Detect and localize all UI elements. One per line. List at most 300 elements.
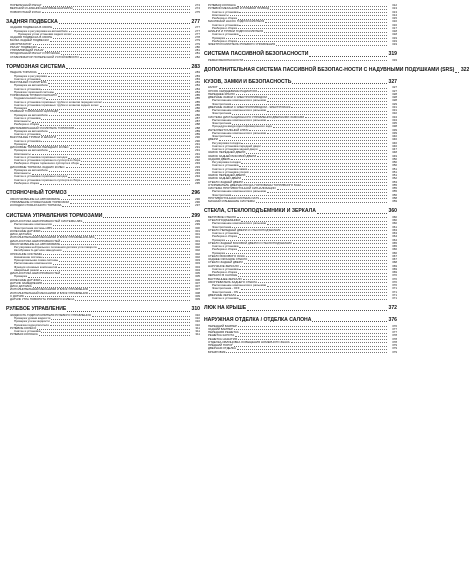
toc-entry-title: Компоненты [212,12,229,17]
toc-page-number: 286 [195,112,200,117]
toc-entry-title: Назначение системы [14,254,43,259]
toc-page-number: 293 [195,161,200,166]
dot-leader [248,260,387,261]
dot-leader [246,153,387,154]
dot-leader [247,310,387,311]
dot-leader [89,290,190,291]
toc-page-number: 329 [392,101,397,106]
toc-page-number: 291 [195,151,200,156]
dot-leader [262,146,387,147]
toc-page-number: 370 [392,283,397,288]
dot-leader [237,295,387,296]
toc-entry-title: Проверка [212,35,225,40]
toc-entry-title: ПОВОРОТНЫЙ КУЛАК [10,9,41,14]
dot-leader [239,269,387,270]
dot-leader [238,237,387,238]
toc-page-number: 299 [191,212,200,219]
toc-entry-title: Снятие и установка [14,132,41,137]
toc-entry-title: Расположение компонентов и разъемов [212,108,266,113]
toc-entry-title: ПРОДОЛЬНЫЙ РЫЧАГ И ПРУЖИНА [10,51,60,56]
dot-leader [49,115,190,116]
toc-entry-title: ЗАДНЕЕ ОКОННОЕ СТЕКЛО [208,257,248,262]
toc-page-number: 306 [195,277,200,282]
toc-page-number: 295 [195,177,200,182]
toc-entry-title: ВЕРХНИЙ И НИЖНИЙ ШАРОВЫЕ ШАРНИРЫ [10,6,73,11]
toc-entry-title: Снятие и установка [212,163,239,168]
dot-leader [38,73,190,74]
toc-page-number: 355 [392,182,397,187]
dot-leader [37,329,190,330]
dot-leader [43,283,190,284]
toc-right-column [204,3,469,566]
toc-page-number: 283 [195,76,200,81]
toc-page-number: 291 [195,145,200,150]
dot-leader [238,250,387,251]
toc-entry-title: Снятие и установка тормозного суппорта в сборе [14,158,81,163]
toc-page-number: 302 [195,248,200,253]
dot-leader [241,163,387,164]
toc-entry-title: Проверка [14,141,27,146]
dot-leader [241,289,387,290]
dot-leader [259,150,387,151]
toc-page-number: 367 [392,257,397,262]
toc-page-number: 334 [392,117,397,122]
toc-entry-title: Электросхема [212,101,232,106]
toc-entry-title: Проверка и регулировка на автомобиле [14,28,68,33]
dot-leader [234,346,387,347]
toc-entry-title: ДВЕРНЫЕ ЗЕРКАЛА [208,292,237,297]
dot-leader [305,117,387,118]
toc-entry-title: Снятие и установка [14,138,41,143]
dot-leader [243,279,387,280]
toc-page-number: 353 [392,179,397,184]
toc-entry-title: УПРАВЛЕНИЕ СТОЯНОЧНЫМ ТОРМОЗОМ [10,200,69,205]
toc-entry-title: Снятие и установка упоров [212,169,249,174]
toc-page-number: 315 [392,16,397,20]
toc-page-number: 301 [195,238,200,243]
toc-entry-title: ДВЕРНАЯ ОТДЕЛКА [208,346,236,351]
toc-page-number: 355 [392,189,397,194]
toc-entry-title: Проверка углов установки задних колес [18,31,72,36]
dot-leader [73,9,190,10]
toc-section-heading [6,191,200,197]
dot-leader [58,96,190,97]
dot-leader [242,179,387,180]
toc-entry-title: ЗАМОК ПЕРЕДНЕЙ ДВЕРИ [208,150,246,155]
dot-leader [312,321,387,322]
toc-entry-title: Компоненты [14,119,31,124]
toc-entry-title: КОЛЕСНЫЕ ДАТЧИКИ [10,277,41,282]
dot-leader [41,141,190,142]
toc-section-heading [204,80,397,86]
toc-entry-title: РЕШЕТКА КАПОТА [208,333,235,338]
toc-page-number: 304 [195,267,200,272]
dot-leader [69,31,190,32]
toc-page-number: 371 [392,289,397,294]
toc-page-number: 364 [392,234,397,239]
dot-leader [267,192,387,193]
toc-page-number: 305 [195,274,200,279]
toc-entry-title: ДИАГНОСТИКА НЕИСПРАВНОСТЕЙ [10,238,61,243]
toc-page-number: 292 [195,154,200,159]
toc-page-number: 296 [195,200,200,205]
toc-page-number: 360 [388,208,397,215]
toc-entry-title: Снятие и установка [14,115,41,120]
toc-page-number: 309 [195,293,200,298]
toc-entry-title: Компоненты [14,151,31,156]
toc-entry-title: Расположение компонентов и разъемов [212,117,266,122]
toc-entry-title: ИСПОЛНИТЕЛЬНЫЙ МЕХАНИЗМ И БЛОК УПРАВЛЕНИЯ [10,287,88,292]
toc-page-number: 366 [392,247,397,252]
toc-page-number: 314 [392,12,397,17]
toc-entry-title: Электросхема - OFF [212,286,240,291]
dot-leader [89,293,190,294]
dot-leader [248,169,387,170]
dot-leader [276,45,387,46]
dot-leader [53,264,190,265]
toc-page-number: 316 [392,22,397,27]
toc-page-number: 356 [392,192,397,197]
toc-entry-title: СТЕКЛА, СТЕКЛОПОДЪЕМНИКИ И ЗЕРКАЛА [204,208,316,215]
toc-page-number: 303 [195,261,200,266]
toc-entry-title: ЗАДНЯЯ ПОДВЕСКА [6,18,58,25]
toc-page-number: 279 [195,38,200,43]
toc-entry-title: Проверка [14,274,27,279]
toc-page-number: 348 [392,150,397,155]
toc-entry-title: Электросхема [212,134,232,139]
toc-entry-title: Принципиальная схема системы [14,258,59,263]
dot-leader [246,256,387,257]
dot-leader [67,311,190,312]
toc-entry-title: ДОПОЛНИТЕЛЬНАЯ СИСТЕМА ПАССИВНОЙ БЕЗОПАС-НОСТИ С НАДУВНЫМИ ПОДУШКАМИ (SRS) [204,67,455,74]
toc-entry-title: ДАТЧИК УГЛА ПОВОРОТА РУЛЕВОГО КОЛЕСА [10,297,75,302]
toc-page-number: 284 [195,83,200,88]
toc-page-number: 274 [195,6,200,11]
toc-entry-title: Проверка на автомобиле [14,112,48,117]
dot-leader [28,277,190,278]
toc-entry-title: ЗАДНЯЯ ПОДВЕСКА В СБОРЕ [10,25,53,30]
toc-entry-title: Снятие и установка [212,244,239,249]
dot-leader [80,164,190,165]
toc-entry-title: МАСЛЯНЫЙ НАСОС ГИДРОУСИЛИТЕЛЯ [208,19,265,24]
toc-page-number: 360 [392,214,397,219]
toc-entry-title: БРЫЗГОВИК [208,349,226,354]
toc-page-number: 293 [195,171,200,176]
toc-entry-title: Проверка уровня жидкости [14,316,51,321]
toc-page-number: 275 [195,9,200,14]
toc-page-number: 277 [195,25,200,30]
toc-entry-title: СТОЯНОЧНЫЙ ТОРМОЗ [6,190,67,197]
toc-page-number: 310 [195,319,200,324]
toc-page-number: 313 [392,9,397,14]
toc-page-number: 327 [392,88,397,93]
toc-page-number: 371 [392,286,397,291]
toc-entry [204,43,397,46]
toc-entry-title: С ДАТЧИК [10,293,25,298]
toc-page-number: 302 [195,251,200,256]
toc-page-number: 378 [392,333,397,338]
dot-leader [264,32,387,33]
toc-page-number: 278 [195,35,200,40]
dot-leader [43,257,190,258]
toc-entry-title: ДАТЧИК ЗАМЕДЛЕНИЯ [10,280,42,285]
dot-leader [49,86,190,87]
toc-entry-title: Электросхема [212,224,232,229]
toc-entry-title: Проверка на автомобиле [14,128,48,133]
dot-leader [267,111,387,112]
dot-leader [48,76,190,77]
toc-entry-title: ЗАДНЯЯ ПОДВЕСКА В СБОРЕ [10,35,53,40]
dot-leader [265,22,387,23]
toc-entry-title: УПРАВЛЯЮЩИЙ РЫЧАГ [10,48,44,53]
dot-leader [267,133,387,134]
toc-entry-title: СТЕКЛО БОКОВОГО ОКНА [208,253,245,258]
toc-entry [6,182,200,185]
toc-page-number: 310 [191,306,200,313]
toc-page-number: 285 [195,93,200,98]
dot-leader [49,171,190,172]
dot-leader [68,195,190,196]
toc-page-number: 347 [392,147,397,152]
toc-page-number: 311 [195,332,200,337]
toc-entry-title: ДИСК ДАТЧИКА [10,284,32,289]
toc-section-heading [204,306,397,312]
dot-leader [53,228,190,229]
dot-leader [48,83,190,84]
dot-leader [249,130,387,131]
toc-entry-title: Расположение компонентов [14,222,52,227]
toc-entry-title: Разборка и сборка [212,247,237,252]
dot-leader [234,329,387,330]
toc-entry-title: СТЕКЛО ЗАДНЕЙ БОКОВОЙ ДВЕРИ И СТЕКЛОПОДЪЕМНИК [208,240,292,245]
toc-entry-title: Разборка и сборка [212,16,237,20]
dot-leader [40,184,190,185]
dot-leader [244,263,387,264]
toc-page-number: 288 [195,125,200,130]
toc-entry-title: ДВУХМЕМБРАННЫЙ УСИЛИТЕЛЬ ТОРМОЗОВ [10,125,75,130]
toc-page-number: 285 [195,96,200,101]
dot-leader [267,286,387,287]
toc-page-number: 309 [195,297,200,302]
toc-page-number: 367 [392,253,397,258]
toc-entry-title: ИНТЕЛЛЕКТУАЛЬНЫЙ КЛЮЧ [208,127,249,132]
toc-entry-title: Снятие и установка [212,231,239,236]
toc-page-number: 310 [195,316,200,321]
toc-entry-title: ПРОТИВОУГОННАЯ СИСТЕМА NATS [208,195,260,200]
toc-entry-title: ВЕТРОВОЕ СТЕКЛО [208,214,237,219]
toc-entry-title: ЗАМОК ЗАДНЕЙ БОКОВОЙ ДВЕРИ [208,153,257,158]
toc-page-number: 379 [392,346,397,351]
toc-page-number: 285 [195,99,200,104]
dot-leader [95,238,190,239]
toc-entry-title: Разборка и сборка [212,38,237,43]
toc-page-number: 310 [195,312,200,317]
toc-entry-title: ВАКУУМНЫЙ УСИЛИТЕЛЬ [10,80,47,85]
toc-page-number: 351 [392,166,397,171]
toc-page-number: 332 [392,111,397,116]
toc-entry-title: Разборка и сборка тормозного суппорта в сборе [14,161,79,166]
toc-entry-title: КОЛОДКИ СТОЯНОЧНОГО ТОРМОЗА [10,203,62,208]
dot-leader [92,316,190,317]
dot-leader [273,127,387,128]
toc-entry-title: Регулировка нейтрального положения датчика угла поворота [14,245,97,250]
toc-page-number: 290 [195,138,200,143]
toc-entry-title: ДИСКОВЫЕ ТОРМОЗА ПЕРЕДНИХ КОЛЕС [10,145,69,150]
toc-page-number: 339 [392,130,397,135]
toc-page-number: 310 [195,322,200,327]
toc-entry-title: ОТКРЫВАТЕЛЬ ДВЕРЦЫ ЛЮЧКА ГОРЛОВИНЫ ТОПЛИВНОГО БАКА [208,182,302,187]
toc-page-number: 284 [195,89,200,94]
toc-page-number: 311 [195,329,200,334]
dot-leader [226,38,387,39]
toc-entry-title: ОБСЛУЖИВАНИЕ НА АВТОМОБИЛЕ [10,196,61,201]
toc-page-number: 370 [392,279,397,284]
toc-entry-title: ПЕДАЛЬ ТОРМОЗА [10,70,37,75]
toc-page-number: 274 [195,3,200,7]
dot-leader [292,83,387,84]
toc-entry-title: Расположение компонентов [14,261,52,266]
dot-leader [70,148,190,149]
dot-leader [75,300,190,301]
dot-leader [98,248,190,249]
toc-entry [204,59,397,62]
toc-page-number: 279 [195,41,200,46]
toc-entry-title: Разборка и сборка [212,270,237,275]
toc-page-number: 335 [392,121,397,126]
toc-page-number: 350 [392,160,397,165]
toc-entry-title: Процедура ввода идентификационного кода [212,124,272,129]
toc-page-number: 280 [195,44,200,49]
toc-entry-title: Электросхема [212,121,232,126]
toc-page-number: 328 [392,95,397,100]
toc-page-number: 346 [392,140,397,145]
toc-entry [204,351,397,354]
toc-page-number: 376 [388,316,397,323]
dot-leader [53,225,190,226]
toc-page-number: 307 [195,287,200,292]
dot-leader [231,159,387,160]
toc-page-number: 289 [195,132,200,137]
toc-entry-title: ЗАМОК ЗАДНЕЙ ДВЕРИ [208,176,242,181]
toc-entry-title: СТЕКЛОПОДЪЕМНИКИ [208,218,241,223]
toc-page-number: 369 [392,270,397,275]
dot-leader [239,12,387,13]
dot-leader [68,158,190,159]
toc-page-number: 339 [392,127,397,132]
dot-leader [270,9,387,10]
dot-leader [100,106,190,107]
toc-entry-title: ЗАДНЯЯ ДВЕРЬ [208,156,231,161]
dot-leader [267,224,387,225]
toc-page-number: 284 [195,86,200,91]
toc-entry-title: Снятие и установка передней двери [212,143,261,148]
toc-page-number: 319 [392,35,397,40]
dot-leader [238,276,387,277]
toc-page-number: 301 [195,235,200,240]
toc-page-number: 277 [195,28,200,33]
toc-page-number: 287 [195,119,200,124]
dot-leader [257,156,387,157]
toc-page-number: 334 [392,114,397,119]
toc-page-number: 372 [388,305,397,312]
toc-page-number: 292 [195,158,200,163]
toc-page-number: 350 [392,163,397,168]
toc-entry-title: Расположение компонентов и разъемов [212,283,266,288]
toc-page-number: 352 [392,176,397,181]
toc-entry [6,56,200,59]
toc-page-number: 317 [392,25,397,30]
toc-entry-title: СТЕКЛО ПЕРЕДНЕЙ ДВЕРИ И СТЕКЛОПОДЪЕМНИК [208,227,281,232]
toc-entry-title: Снятие и установка [212,266,239,271]
dot-leader [103,217,190,218]
dot-leader [42,12,190,13]
toc-entry-title: Снятие и установка [14,76,41,81]
toc-page-number: 346 [392,137,397,142]
toc-page-number: 322 [460,67,469,74]
dot-leader [49,151,190,152]
toc-entry-title: ТОРМОЗНЫЕ ТРУБКИ И ШЛАНГИ [10,93,57,98]
toc-entry-title: Разборка и сборка [212,234,237,239]
toc-entry-title: Электросхема - ON [212,289,239,294]
dot-leader [61,274,190,275]
toc-entry-title: ДИСК ДАТЧИКА [10,232,32,237]
dot-leader [258,91,387,92]
toc-page-number: 319 [392,57,397,62]
dot-leader [49,132,190,133]
dot-leader [68,177,190,178]
toc-page-number: 311 [195,325,200,330]
toc-page-number: 370 [392,273,397,278]
toc-page-number: 286 [195,109,200,114]
toc-entry-title: Проверка на автомобиле [14,148,48,153]
dot-leader [317,213,387,214]
toc-page-number: 363 [392,231,397,236]
toc-page-number: 368 [392,260,397,265]
toc-page-number: 360 [392,218,397,223]
toc-entry [6,298,200,301]
toc-page-number: 359 [392,199,397,204]
toc-entry [6,11,200,14]
dot-leader [267,101,387,102]
dot-leader [45,51,190,52]
toc-page-number: 305 [195,271,200,276]
toc-page-number: 301 [195,228,200,233]
dot-leader [59,261,190,262]
dot-leader [240,266,387,267]
toc-entry [6,333,200,336]
dot-leader [232,137,387,138]
toc-page-number: 377 [392,330,397,335]
dot-leader [81,180,190,181]
toc-page-number: 328 [392,91,397,96]
toc-entry-title: Электросхема [212,192,232,197]
dot-leader [83,222,190,223]
toc-page-number: 319 [392,38,397,43]
toc-entry-title: Снятие и установка [212,9,239,14]
toc-page-number: 299 [195,222,200,227]
toc-page-number: 295 [195,180,200,185]
toc-page-number: 319 [392,42,397,46]
toc-page-number: 313 [392,6,397,11]
toc-page-number: 307 [195,280,200,285]
toc-page-number: 349 [392,153,397,158]
toc-entry-title: ДВЕРИ [208,137,218,142]
toc-page-number: 294 [195,174,200,179]
toc-entry-title: ДИАГНОСТИКА НЕИСПРАВНОСТЕЙ [10,271,61,276]
toc-page-number: 283 [195,73,200,78]
toc-section-heading [204,318,397,324]
toc-entry-title: ДИСКОВЫЕ ТОРМОЗА ЗАДНИХ КОЛЕС [10,164,65,169]
